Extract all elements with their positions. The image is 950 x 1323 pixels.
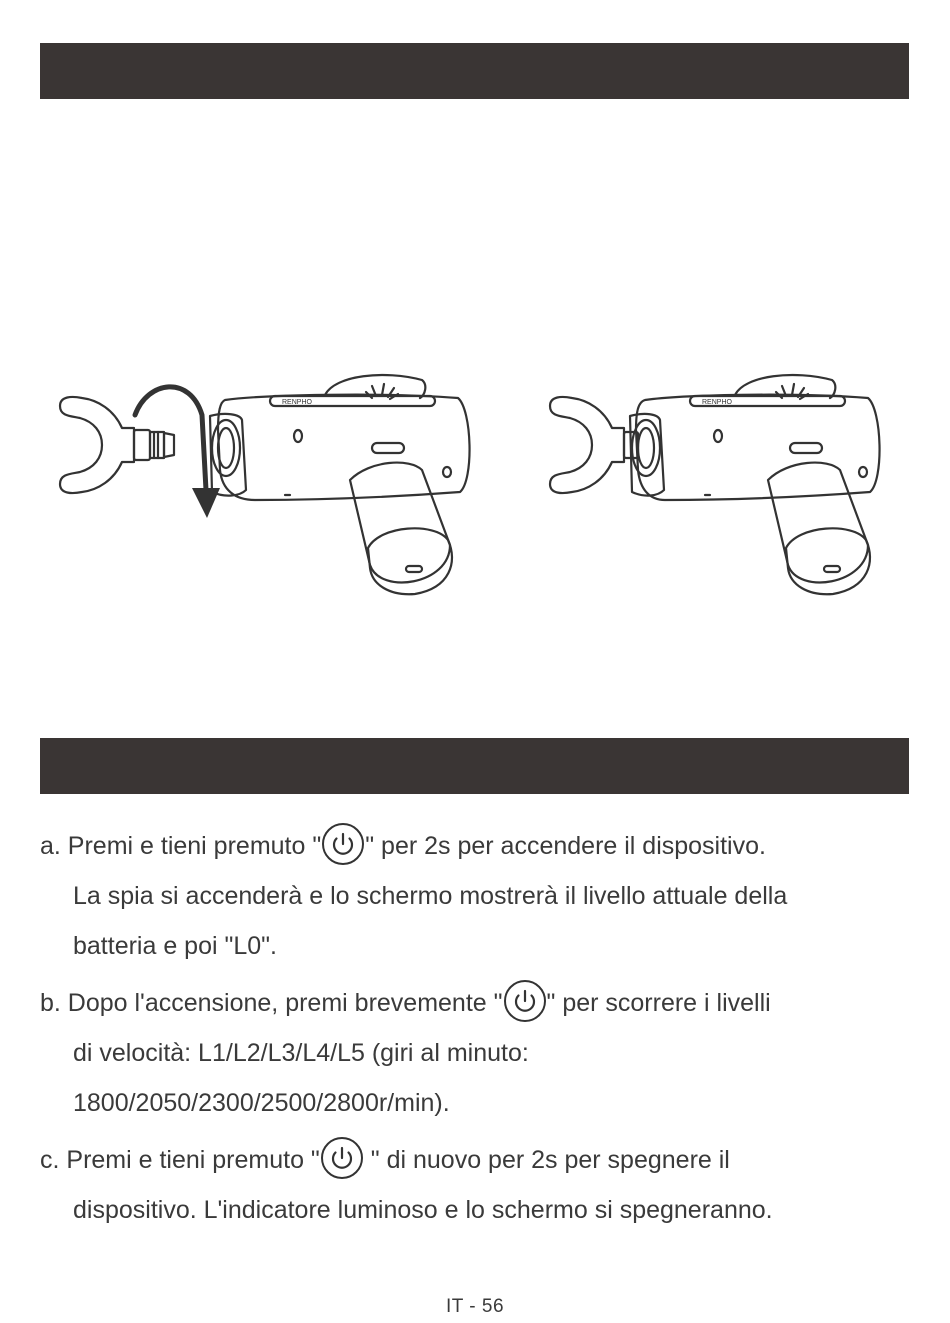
instruction-c-line-2: dispositivo. L'indicatore luminoso e lo schermo si spegneranno.: [73, 1196, 773, 1224]
page-number: IT - 56: [445, 1296, 505, 1317]
power-icon: [320, 1136, 364, 1180]
instruction-b-text-2: " per scorrere i livelli: [546, 989, 771, 1017]
instruction-b: [40, 978, 920, 1128]
massage-gun-body: [210, 375, 470, 594]
instruction-a-line-3: batteria e poi "L0".: [73, 932, 277, 960]
instruction-a-line-2: La spia si accenderà e lo schermo mostrerà il livello attuale della: [73, 882, 788, 910]
brand-label-left: RENPHO: [282, 399, 312, 406]
instruction-c-text-2: " di nuovo per 2s per spegnere il: [363, 1146, 730, 1174]
instruction-c-text-1: c. Premi e tieni premuto ": [40, 1146, 320, 1174]
power-icon: [503, 979, 547, 1023]
section-header-bar-top: [40, 43, 909, 99]
instruction-b-line-2: di velocità: L1/L2/L3/L4/L5 (giri al minuto:: [73, 1039, 529, 1067]
head-attached-illustration: [540, 340, 900, 620]
rotate-arrow-icon: [135, 387, 220, 518]
brand-label-right: RENPHO: [702, 399, 732, 406]
instruction-a: [40, 821, 920, 971]
instruction-b-text-1: b. Dopo l'accensione, premi brevemente ": [40, 989, 503, 1017]
fork-head-attachment: [550, 397, 638, 493]
section-header-bar-middle: [40, 738, 909, 794]
instruction-b-line-3: 1800/2050/2300/2500/2800r/min).: [73, 1089, 450, 1117]
instruction-a-text-2: " per 2s per accendere il dispositivo.: [365, 832, 766, 860]
massage-gun-body: [630, 375, 880, 594]
instruction-c: [40, 1135, 920, 1235]
power-icon: [321, 822, 365, 866]
instruction-a-text-1: a. Premi e tieni premuto ": [40, 832, 322, 860]
attach-head-illustration: [50, 340, 490, 620]
fork-head-attachment: [60, 397, 174, 493]
